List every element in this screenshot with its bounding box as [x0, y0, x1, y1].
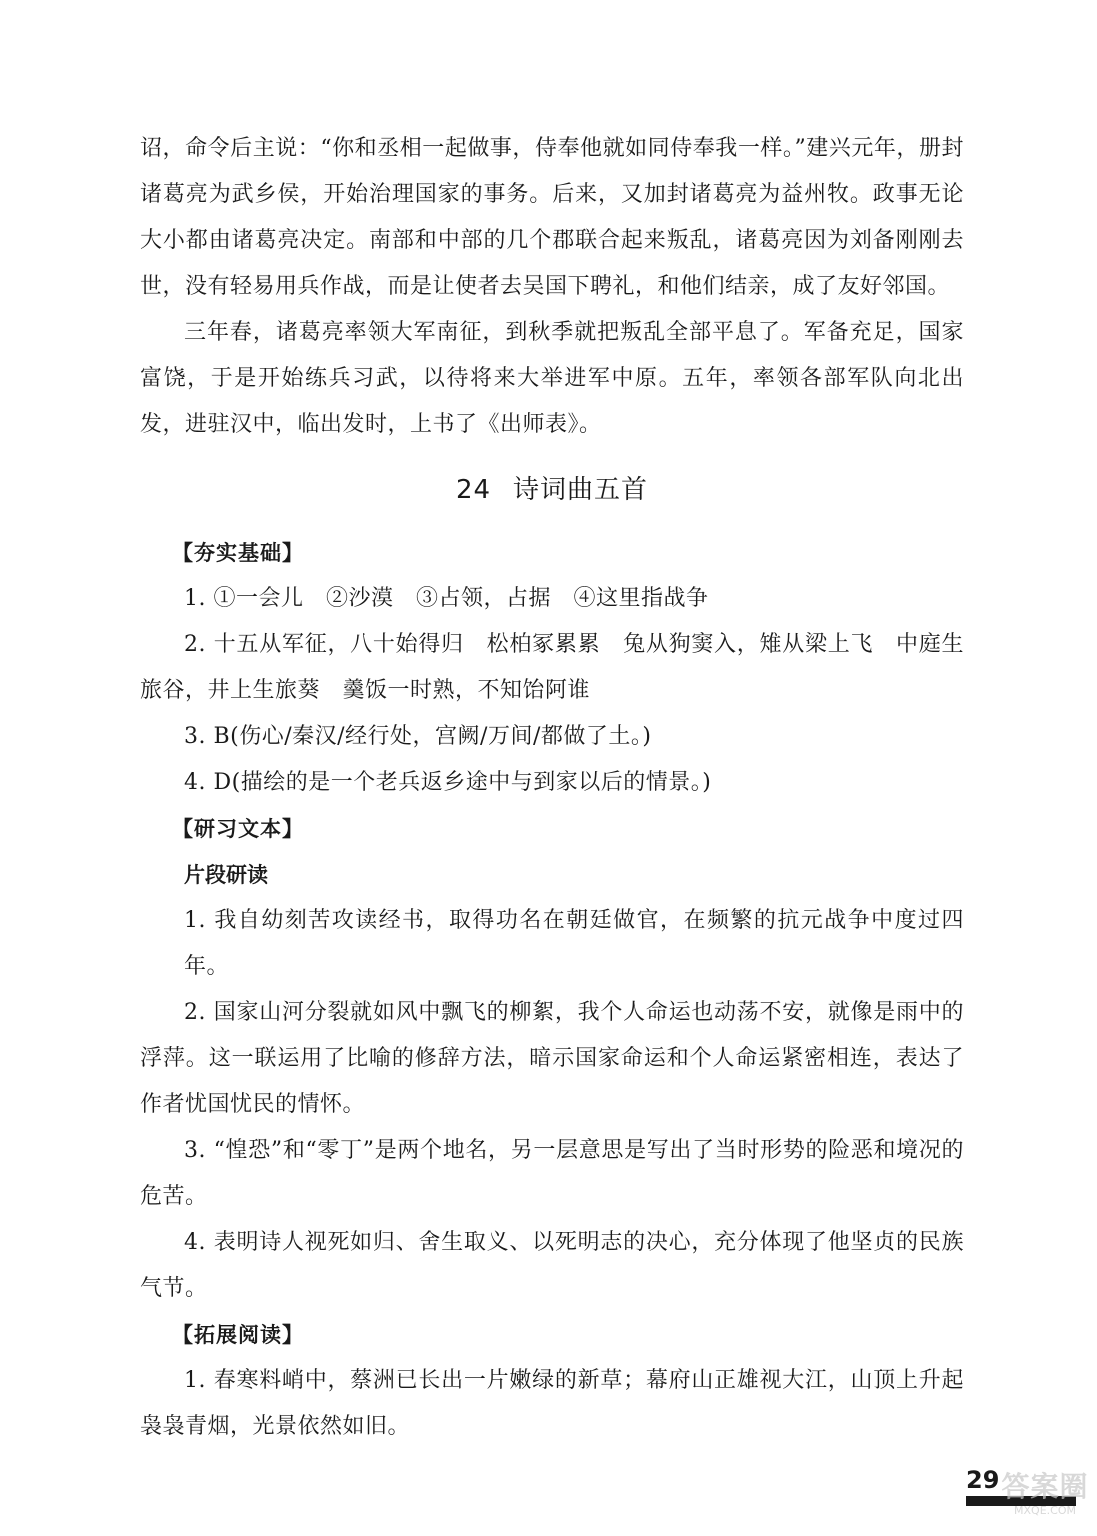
- study-item-3: 3. “惶恐”和“零丁”是两个地名，另一层意思是写出了当时形势的险恶和境况的危苦。: [140, 1138, 964, 1209]
- study-item-4: 4. 表明诗人视死如归、舍生取义、以死明志的决心，充分体现了他坚贞的民族气节。: [140, 1230, 964, 1301]
- study-heading: 【研习文本】: [172, 817, 304, 841]
- section-number: 24: [455, 475, 492, 505]
- foundation-item-2: 2. 十五从军征，八十始得归 松柏冢累累 兔从狗窦入，雉从梁上飞 中庭生旅谷，井上生旅葵 羹饭一时熟，不知饴阿谁: [140, 632, 964, 703]
- study-subheading: 片段研读: [184, 863, 268, 887]
- foundation-item-4: 4. D(描绘的是一个老兵返乡途中与到家以后的情景。): [184, 770, 712, 795]
- extended-heading: 【拓展阅读】: [172, 1323, 304, 1347]
- intro-paragraph-1: 诏，命令后主说：“你和丞相一起做事，侍奉他就如同侍奉我一样。”建兴元年，册封诸葛亮为武乡侯，开始治理国家的事务。后来，又加封诸葛亮为益州牧。政事无论大小都由诸葛亮决定。南部和中部的几个郡联合起来叛乱，诸葛亮因为刘备刚刚去世，没有轻易用兵作战，而是让使者去吴国下聘礼，和他们结亲，成了友好邻国。: [140, 136, 964, 299]
- foundation-item-3: 3. B(伤心/秦汉/经行处，宫阙/万间/都做了土。): [184, 724, 652, 749]
- section-title-text: 诗词曲五首: [513, 475, 649, 505]
- study-item-2: 2. 国家山河分裂就如风中飘飞的柳絮，我个人命运也动荡不安，就像是雨中的浮萍。这一联运用了比喻的修辞方法，暗示国家命运和个人命运紧密相连，表达了作者忧国忧民的情怀。: [140, 1000, 964, 1117]
- watermark: [1000, 1470, 1090, 1530]
- foundation-heading: 【夯实基础】: [172, 541, 304, 565]
- intro-paragraph-2: 三年春，诸葛亮率领大军南征，到秋季就把叛乱全部平息了。军备充足，国家富饶，于是开始练兵习武，以待将来大举进军中原。五年，率领各部军队向北出发，进驻汉中，临出发时，上书了《出师表》。: [140, 320, 964, 437]
- study-item-1: 1. 我自幼刻苦攻读经书，取得功名在朝廷做官，在频繁的抗元战争中度过四年。: [184, 908, 964, 979]
- page-number: 29: [966, 1466, 1000, 1494]
- extended-item-1: 1. 春寒料峭中，蔡洲已长出一片嫩绿的新草；幕府山正雄视大江，山顶上升起袅袅青烟，光景依然如旧。: [140, 1368, 964, 1439]
- page-content: [140, 126, 964, 1450]
- foundation-item-1: 1. ①一会儿 ②沙漠 ③占领，占据 ④这里指战争: [184, 586, 709, 611]
- watermark-url: MXQE.COM: [1014, 1504, 1076, 1517]
- watermark-logo: 答案圈: [1001, 1470, 1089, 1503]
- section-title: [140, 460, 964, 520]
